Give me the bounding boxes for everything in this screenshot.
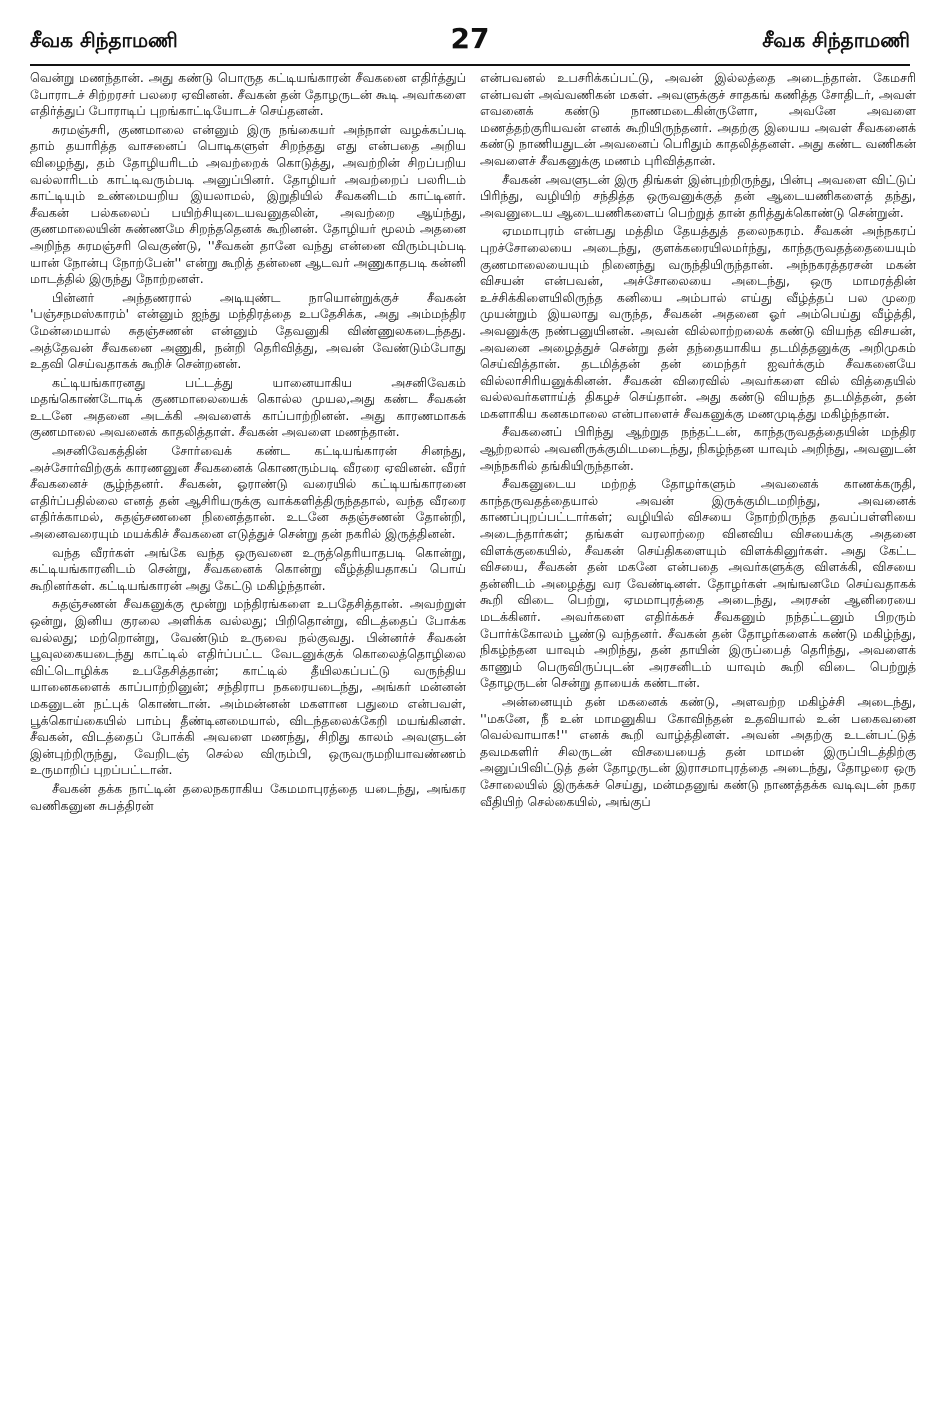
paragraph: வென்று மணந்தான். அது கண்டு பொருத கட்டியங்காரன் சீவகனை எதிர்த்துப் போராடச் சிற்றரசர் பலரை ஏவினன். சீவகன் தன் தோழருடன் கூடி அவர்களை எதிர்த்துப் போராடிப் புறங்காட்டியோடச் செய்தனன்.	[30, 70, 466, 119]
right-column	[480, 70, 916, 1360]
page-header	[30, 22, 910, 68]
paragraph: சீவகன் அவளுடன் இரு திங்கள் இன்புற்றிருந்து, பின்பு அவளை விட்டுப் பிரிந்து, வழியிற் சந்தித்த ஒருவனுக்குத் தன் ஆடையணிகளைத் தந்து, அவனுடைய ஆடையணிகளைப் பெற்றுத் தான் தரித்துக்கொண்டு சென்றுன்.	[480, 171, 916, 220]
header-rule	[30, 64, 910, 66]
running-title-left: சீவக சிந்தாமணி	[30, 28, 178, 52]
left-column	[30, 70, 466, 1360]
paragraph: கட்டியங்காரனது பட்டத்து யானையாகிய அசனிவேகம் மதங்கொண்டோடிக் குணமாலையைக் கொல்ல முயல,அது கண்ட சீவகன் உடனே அதனை அடக்கி அவளைக் காப்பாற்றினன். அது காரணமாகக் குணமாலை அவனைக் காதலித்தாள். சீவகன் அவளை மணந்தான்.	[30, 374, 466, 440]
paragraph: ஏமமாபுரம் என்பது மத்திம தேயத்துத் தலைநகரம். சீவகன் அந்நகரப் புறச்சோலையை அடைந்து, குளக்கரையிலமர்ந்து, காந்தருவதத்தையையும் குணமாலையையும் நினைந்து வருந்தியிருந்தான். அந்நகரத்தரசன் மகன் விசயன் என்பவன், அச்சோலையை அடைந்து, ஒரு மாமரத்தின் உச்சிக்கிளையிலிருந்த கனியை அம்பால் எய்து வீழ்த்தப் பல முறை முயன்றும் இயலாது வருந்த, சீவகன் அதனை ஓர் அம்பெய்து வீழ்த்தி, அவனுக்கு நண்பனுயினன். அவன் வில்லாற்றலைக் கண்டு வியந்த விசயன், அவனை அழைத்துச் சென்று தன் தந்தையாகிய தடமித்தனுக்கு அறிமுகம் செய்வித்தான். தடமித்தன் தன் மைந்தர் ஐவர்க்கும் சீவகனையே வில்லாசிரியனுக்கினன். சீவகன் விரைவில் அவர்களை வில் வித்தையில் வல்லவர்களாய்த் திகழச் செய்தான். அது கண்டு வியந்த தடமித்தன், தன் மகளாகிய கனகமாலை என்பாளைச் சீவகனுக்கு மணமுடித்து மகிழ்ந்தான்.	[480, 223, 916, 421]
paragraph: வந்த வீரர்கள் அங்கே வந்த ஒருவனை உருத்தெரியாதபடி கொன்று, கட்டியங்காரனிடம் சென்று, சீவகனைக் கொன்று வீழ்த்தியதாகப் பொய் கூறினர்கள். கட்டியங்காரன் அது கேட்டு மகிழ்ந்தான்.	[30, 544, 466, 593]
paragraph: பின்னர் அந்தணரால் அடியுண்ட நாயொன்றுக்குச் சீவகன் 'பஞ்சநமஸ்காரம்' என்னும் ஐந்து மந்திரத்தை உபதேசிக்க, அது அம்மந்திர மேன்மையால் சுதஞ்சணன் என்னும் தேவனுகி விண்ணுலகடைந்தது. அத்தேவன் சீவகனை அணுகி, நன்றி தெரிவித்து, அவன் வேண்டும்போது உதவி செய்வதாகக் கூறிச் சென்றனன்.	[30, 289, 466, 372]
paragraph: அசனிவேகத்தின் சோர்வைக் கண்ட கட்டியங்காரன் சினந்து, அச்சோர்விற்குக் காரணனுன சீவகனைக் கொணரும்படி வீரரை ஏவினன். வீரர் சீவகனைச் சூழ்ந்தனர். சீவகன், ஓராண்டு வரையில் கட்டியங்காரனை எதிர்ப்பதில்லை எனத் தன் ஆசிரியருக்கு வாக்களித்திருந்ததால், வந்த வீரரை எதிர்க்காமல், சுதஞ்சணனை நினைத்தான். உடனே சுதஞ்சணன் தோன்றி, அனைவரையும் மயக்கிச் சீவகனை எடுத்துச் சென்று தன் நகரில் இருத்தினன்.	[30, 443, 466, 542]
running-title-right: சீவக சிந்தாமணி	[762, 28, 910, 52]
paragraph: அன்னையும் தன் மகனைக் கண்டு, அளவற்ற மகிழ்ச்சி அடைந்து, ''மகனே, நீ உன் மாமனுகிய கோவிந்தன் உதவியால் உன் பகைவனை வெல்வாயாக!'' எனக் கூறி வாழ்த்தினள். அவன் அதற்கு உடன்பட்டுத் தவமகளிர் சிலருடன் விசயையைத் தன் மாமன் இருப்பிடத்திற்கு அனுப்பிவிட்டுத் தன் தோழருடன் இராசமாபுரத்தை அடைந்து, தோழரை ஒரு சோலையில் இருக்கச் செய்து, மன்மதனுங் கண்டு நாணத்தக்க வடிவுடன் நகர வீதியிற் செல்கையில், அங்குப்	[480, 693, 916, 809]
paragraph: சீவகன் தக்க நாட்டின் தலைநகராகிய கேமமாபுரத்தை யடைந்து, அங்கர வணிகனுன சுபத்திரன்	[30, 780, 466, 813]
paragraph: சீவகனைப் பிரிந்து ஆற்றுத நந்தட்டன், காந்தருவதத்தையின் மந்திர ஆற்றலால் அவனிருக்குமிடமடைந்து, நிகழ்ந்தன யாவும் அறிந்து, அவனுடன் அந்நகரில் தங்கியிருந்தான்.	[480, 424, 916, 473]
page-number: 27	[450, 22, 490, 55]
paragraph: சீவகனுடைய மற்றத் தோழர்களும் அவனைக் காணக்கருதி, காந்தருவதத்தையால் அவன் இருக்குமிடமறிந்து, அவனைக் காணப்புறப்பட்டார்கள்; வழியில் விசயை நோற்றிருந்த தவப்பள்ளியை அடைந்தார்கள்; தங்கள் வரலாற்றை வினவிய விசயைக்கு அதனை விளக்குகையில், சீவகன் செய்திகளையும் விளக்கினுர்கள். அது கேட்ட விசயை, சீவகன் தன் மகனே என்பதை அவர்களுக்கு விளக்கி, விசயை தன்னிடம் அழைத்து வர வேண்டினள். தோழர்கள் அங்ஙனமே செய்வதாகக் கூறி விடை பெற்று, ஏமமாபுரத்தை அடைந்து, அரசன் ஆனிரையை மடக்கினர். அவர்களை எதிர்க்கச் சீவகனும் நந்தட்டனும் பிறரும் போர்க்கோலம் பூண்டு வந்தனர். சீவகன் தன் தோழர்களைக் கண்டு மகிழ்ந்து, நிகழ்ந்தன யாவும் அறிந்து, தன் தாயின் இருப்பைத் தெரிந்து, அவளைக் காணும் பெருவிருப்புடன் அரசனிடம் யாவும் கூறி விடை பெற்றுத் தோழருடன் சென்று தாயைக் கண்டான்.	[480, 476, 916, 691]
paragraph: என்பவனல் உபசரிக்கப்பட்டு, அவன் இல்லத்தை அடைந்தான். கேமசரி என்பவள் அவ்வணிகன் மகள். அவளுக்குச் சாதகங் கணித்த சோதிடர், அவள் எவனைக் கண்டு நாணமடைகின்ருளோ, அவனே அவளை மணத்தற்குரியவன் எனக் கூறியிருந்தனர். அதற்கு இயைய அவள் சீவகனைக் கண்டு நாணியதுடன் அவனைப் பெரிதும் காதலித்தனள். அது கண்ட வணிகன் அவளைச் சீவகனுக்கு மணம் புரிவித்தான்.	[480, 70, 916, 168]
paragraph: சுரமஞ்சரி, குணமாலை என்னும் இரு நங்கையர் அந்நாள் வழக்கப்படி தாம் தயாரித்த வாசனைப் பொடிகளுள் சிறந்தது எது என்பதை அறிய விழைந்து, தம் தோழியரிடம் அவற்றைக் கொடுத்து, அவற்றின் சிறப்பறிய வல்லாரிடம் காட்டிவரும்படி அனுப்பினர். தோழியர் அவற்றைப் பலரிடம் காட்டியும் உண்மையறிய இயலாமல், இறுதியில் சீவகனிடம் காட்டினர். சீவகன் பல்கலைப் பயிற்சியுடையவனுதலின், அவற்றை ஆய்ந்து, குணமாலையின் சுண்ணமே சிறந்ததெனக் கூறினன். தோழியர் மூலம் அதனை அறிந்த சுரமஞ்சரி வெகுண்டு, ''சீவகன் தானே வந்து என்னை விரும்பும்படி யான் நோன்பு நோற்பேன்'' என்று கூறித் தன்னை ஆடவர் அணுகாதபடி கன்னி மாடத்தில் இருந்து நோற்றனள்.	[30, 121, 466, 287]
paragraph: சுதஞ்சணன் சீவகனுக்கு மூன்று மந்திரங்களை உபதேசித்தான். அவற்றுள் ஒன்று, இனிய குரலை அளிக்க வல்லது; பிறிதொன்று, விடத்தைப் போக்க வல்லது; மற்றொன்று, வேண்டும் உருவை நல்குவது. பின்னர்ச் சீவகன் பூவுலகையடைந்து காட்டில் எதிர்ப்பட்ட வேடனுக்குக் கொலைத்தொழிலை விட்டொழிக்க உபதேசித்தான்; காட்டில் தீயிலகப்பட்டு வருந்திய யானைகளைக் காப்பாற்றினுன்; சந்திராப நகரையடைந்து, அங்கர் மன்னன் மகனுடன் நட்புக் கொண்டான். அம்மன்னன் மகளான பதுமை என்பவள், பூக்கொய்கையில் பாம்பு தீண்டினமையால், விடந்தலைக்கேறி மயங்கினள். சீவகன், விடத்தைப் போக்கி அவளை மணந்து, சிறிது காலம் அவளுடன் இன்புற்றிருந்து, வேறிடஞ் செல்ல விரும்பி, ஒருவருமறியாவண்ணம் உருமாறிப் புறப்பட்டான்.	[30, 596, 466, 778]
